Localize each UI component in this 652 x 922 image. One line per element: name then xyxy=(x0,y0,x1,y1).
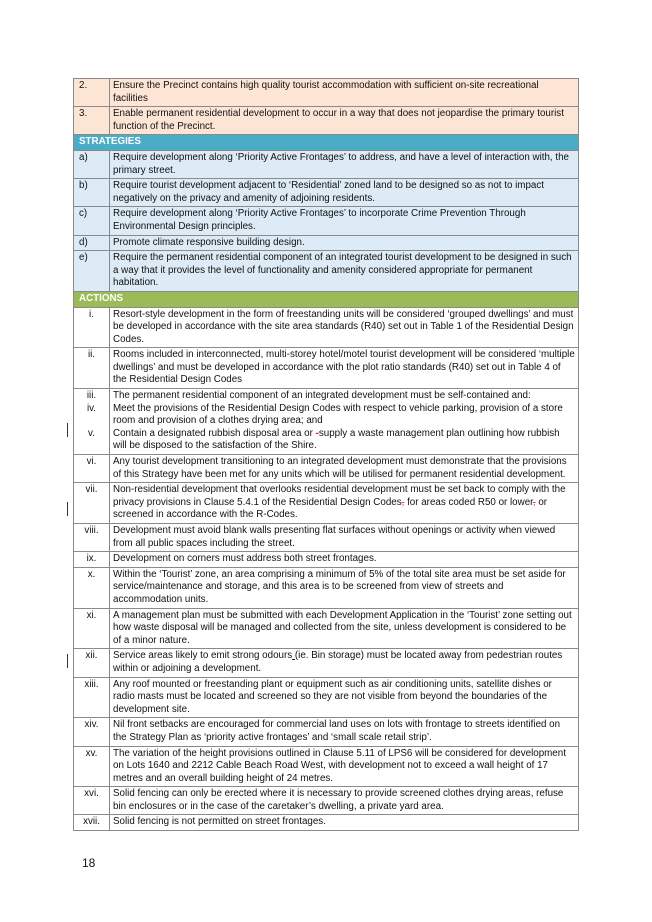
page-number: 18 xyxy=(82,856,96,870)
action-row xyxy=(74,787,579,815)
strategy-row xyxy=(74,235,579,251)
action-text: Contain a designated rubbish disposal area or -supply a waste management plan outlining how rubbish will be disposed to the satisfaction of the Shire. xyxy=(113,427,560,452)
strategy-row xyxy=(74,251,579,292)
action-text-group xyxy=(110,389,579,455)
strategy-letter: c) xyxy=(74,207,110,235)
action-text: Service areas likely to emit strong odours (ie. Bin storage) must be located away from pedestrian routes within or adjoining a development. xyxy=(110,649,579,677)
action-row xyxy=(74,746,579,787)
action-row xyxy=(74,718,579,746)
action-row xyxy=(74,455,579,483)
strategy-letter: e) xyxy=(74,251,110,292)
actions-header-row xyxy=(74,291,579,307)
objective-row xyxy=(74,107,579,135)
action-text: The permanent residential component of an integrated development must be self-contained and: xyxy=(113,390,531,402)
strategy-row xyxy=(74,150,579,178)
deleted-text: , xyxy=(401,496,405,508)
actions-header: ACTIONS xyxy=(74,291,579,307)
action-number: vi. xyxy=(74,455,110,483)
change-bar xyxy=(67,502,68,516)
action-text: A management plan must be submitted with each Development Application in the ‘Tourist’ zone setting out how waste disposal will be managed and collected from the site, unless development is considered to be of a minor nature. xyxy=(110,608,579,649)
strategies-header-row xyxy=(74,135,579,151)
action-number: ix. xyxy=(74,552,110,568)
strategy-row xyxy=(74,179,579,207)
action-text: Solid fencing is not permitted on street frontages. xyxy=(110,815,579,831)
strategies-header: STRATEGIES xyxy=(74,135,579,151)
action-number: i. xyxy=(74,307,110,348)
action-text: Non-residential development that overlooks residential development must be set back to comply with the privacy provisions in Clause 5.4.1 of the Residential Design Codes, for areas coded R50 or lower, or screened in accordance with the R-Codes. xyxy=(110,483,579,524)
action-row xyxy=(74,567,579,608)
action-number: xii. xyxy=(74,649,110,677)
objective-row xyxy=(74,79,579,107)
action-number: xv. xyxy=(74,746,110,787)
objective-number: 3. xyxy=(74,107,110,135)
action-row xyxy=(74,649,579,677)
action-number: viii. xyxy=(74,524,110,552)
change-bar xyxy=(67,423,68,437)
action-text: Within the ‘Tourist’ zone, an area comprising a minimum of 5% of the total site area must be set aside for service/maintenance and storage, and this area is to be screened from view of streets and accommodation units. xyxy=(110,567,579,608)
strategy-text: Require tourist development adjacent to ‘Residential’ zoned land to be designed so as not to impact negatively on the privacy and amenity of adjoining residents. xyxy=(110,179,579,207)
action-text: Rooms included in interconnected, multi-storey hotel/motel tourist development will be considered ‘multiple dwellings’ and must be developed in accordance with the plot ratio standards (R40) set out in Table 4 of the Residential Design Codes xyxy=(110,348,579,389)
objective-text: Enable permanent residential development to occur in a way that does not jeopardise the primary tourist function of the Precinct. xyxy=(110,107,579,135)
action-number-group xyxy=(74,389,110,455)
action-number: vii. xyxy=(74,483,110,524)
strategy-letter: b) xyxy=(74,179,110,207)
action-number: xvi. xyxy=(74,787,110,815)
objective-number: 2. xyxy=(74,79,110,107)
action-text: Meet the provisions of the Residential Design Codes with respect to vehicle parking, provision of a store room and provision of a clothes drying area; and xyxy=(113,402,563,427)
action-row xyxy=(74,348,579,389)
action-number: v. xyxy=(88,427,95,439)
action-text: Development on corners must address both street frontages. xyxy=(110,552,579,568)
action-text: Solid fencing can only be erected where it is necessary to provide screened clothes drying areas, refuse bin enclosures or in the case of the caretaker’s dwelling, a private yard area. xyxy=(110,787,579,815)
strategy-row xyxy=(74,207,579,235)
action-number: xiii. xyxy=(74,677,110,718)
action-number: x. xyxy=(74,567,110,608)
strategy-text: Require development along ‘Priority Active Frontages’ to address, and have a level of interaction with, the primary street. xyxy=(110,150,579,178)
action-text: The variation of the height provisions outlined in Clause 5.11 of LPS6 will be considered for development on Lots 1640 and 2212 Cable Beach Road West, with development not to exceed a wall height of 17 metres and an overall building height of 24 metres. xyxy=(110,746,579,787)
action-number: xvii. xyxy=(74,815,110,831)
objective-text: Ensure the Precinct contains high quality tourist accommodation with sufficient on-site recreational facilities xyxy=(110,79,579,107)
action-number: ii. xyxy=(74,348,110,389)
action-number: xiv. xyxy=(74,718,110,746)
strategy-text: Require the permanent residential component of an integrated tourist development to be designed in such a way that it provides the level of functionality and amenity considered appropriate for permanent habitation. xyxy=(110,251,579,292)
action-row xyxy=(74,815,579,831)
strategy-table xyxy=(73,78,579,831)
action-text: Nil front setbacks are encouraged for commercial land uses on lots with frontage to streets identified on the Strategy Plan as ‘priority active frontages’ and ‘small scale retail strip’. xyxy=(110,718,579,746)
action-row xyxy=(74,524,579,552)
change-bar xyxy=(67,654,68,668)
strategy-text: Promote climate responsive building design. xyxy=(110,235,579,251)
deleted-text: - xyxy=(315,427,319,439)
action-text: Development must avoid blank walls presenting flat surfaces without openings or activity when viewed from all public spaces including the street. xyxy=(110,524,579,552)
action-row xyxy=(74,677,579,718)
action-text: Any tourist development transitioning to an integrated development must demonstrate that the provisions of this Strategy have been met for any units which will be utilised for permanent residential development. xyxy=(110,455,579,483)
action-number: xi. xyxy=(74,608,110,649)
action-row xyxy=(74,307,579,348)
action-row xyxy=(74,552,579,568)
strategy-text: Require development along ‘Priority Active Frontages’ to incorporate Crime Prevention Through Environmental Design principles. xyxy=(110,207,579,235)
action-row-group xyxy=(74,389,579,455)
deleted-text: , xyxy=(532,496,536,508)
action-text: Any roof mounted or freestanding plant or equipment such as air conditioning units, satellite dishes or radio masts must be located and screened so they are not visible from beyond the boundaries of the development site. xyxy=(110,677,579,718)
action-text: Resort-style development in the form of freestanding units will be considered ‘grouped dwellings’ and must be developed in accordance with the site area standards (R40) set out in Table 1 of the Residential Design Codes. xyxy=(110,307,579,348)
action-number: iii. xyxy=(86,390,97,402)
action-row xyxy=(74,608,579,649)
strategy-letter: a) xyxy=(74,150,110,178)
action-row xyxy=(74,483,579,524)
strategy-letter: d) xyxy=(74,235,110,251)
action-number: iv. xyxy=(86,402,97,414)
